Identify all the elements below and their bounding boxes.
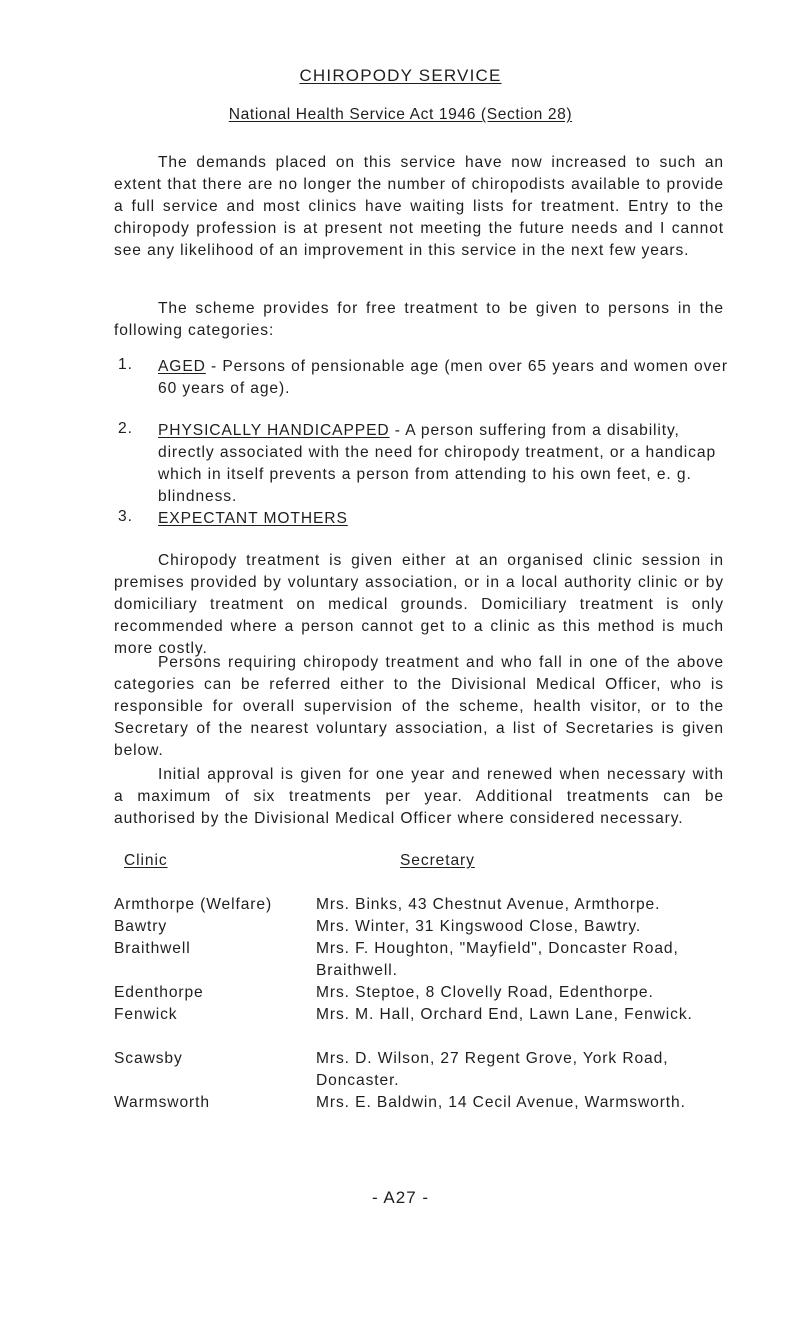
clinic-name: Edenthorpe <box>114 984 204 1001</box>
category-number: 3. <box>118 508 133 525</box>
category-text: - Persons of pensionable age (men over 65 years and women over 60 years of age). <box>158 358 728 397</box>
category-text: - A person suffering from a disability, directly associated with the need for chiropody treatment, or a handicap which in itself prevents a person from attending to his own feet, e. g. blindness. <box>158 422 717 505</box>
clinic-name: Bawtry <box>114 918 168 935</box>
category-title: EXPECTANT MOTHERS <box>158 510 348 527</box>
category-number: 2. <box>118 420 133 437</box>
clinic-name: Braithwell <box>114 940 191 957</box>
scheme-paragraph: The scheme provides for free treatment to be given to persons in the following categories: <box>114 300 724 339</box>
secretary-details: Mrs. D. Wilson, 27 Regent Grove, York Road, Doncaster. <box>316 1050 669 1089</box>
page-heading: CHIROPODY SERVICE <box>299 66 502 85</box>
secretary-details: Mrs. F. Houghton, "Mayfield", Doncaster Road, Braithwell. <box>316 940 679 979</box>
clinic-name: Fenwick <box>114 1006 178 1023</box>
referral-paragraph: Persons requiring chiropody treatment and who fall in one of the above categories can be referred either to the Divisional Medical Officer, who is responsible for overall supervision of the scheme, health visitor, or to the Secretary of the nearest voluntary association, a list of Secretaries is given below. <box>114 654 724 759</box>
category-number: 1. <box>118 356 133 373</box>
clinic-name: Warmsworth <box>114 1094 210 1111</box>
category-physically-handicapped <box>158 420 728 508</box>
clinic-name: Scawsby <box>114 1050 183 1067</box>
approval-paragraph: Initial approval is given for one year and renewed when necessary with a maximum of six treatments per year. Additional treatments can be authorised by the Divisional Medical Officer where considered necessary. <box>114 766 724 827</box>
secretary-details: Mrs. M. Hall, Orchard End, Lawn Lane, Fenwick. <box>316 1006 693 1023</box>
act-subheading-text: National Health Service Act 1946 (Section 28) <box>228 106 573 123</box>
category-aged <box>158 356 728 400</box>
treatment-paragraph: Chiropody treatment is given either at an organised clinic session in premises provided by voluntary association, or in a local authority clinic or by domiciliary treatment on medical grounds. Domiciliary treatment is only recommended where a person cannot get to a clinic as this method is much more costly. <box>114 552 724 657</box>
secretary-details: Mrs. Binks, 43 Chestnut Avenue, Armthorpe. <box>316 896 661 913</box>
secretary-details: Mrs. Steptoe, 8 Clovelly Road, Edenthorpe. <box>316 984 654 1001</box>
clinic-column-header: Clinic <box>124 852 168 869</box>
clinic-name: Armthorpe (Welfare) <box>114 896 273 913</box>
act-subheading <box>0 106 801 124</box>
category-title: PHYSICALLY HANDICAPPED <box>158 422 390 439</box>
category-expectant-mothers <box>158 508 728 530</box>
page-number: - A27 - <box>371 1188 430 1207</box>
secretary-column-header: Secretary <box>400 852 475 869</box>
intro-paragraph: The demands placed on this service have now increased to such an extent that there are no longer the number of chiropodists available to provide a full service and most clinics have waiting lists for treatment. Entry to the chiropody profession is at present not meeting the future needs and I cannot see any likelihood of an improvement in this service in the next few years. <box>114 154 724 259</box>
secretary-details: Mrs. Winter, 31 Kingswood Close, Bawtry. <box>316 918 642 935</box>
category-title: AGED <box>158 358 206 375</box>
secretary-details: Mrs. E. Baldwin, 14 Cecil Avenue, Warmsworth. <box>316 1094 686 1111</box>
